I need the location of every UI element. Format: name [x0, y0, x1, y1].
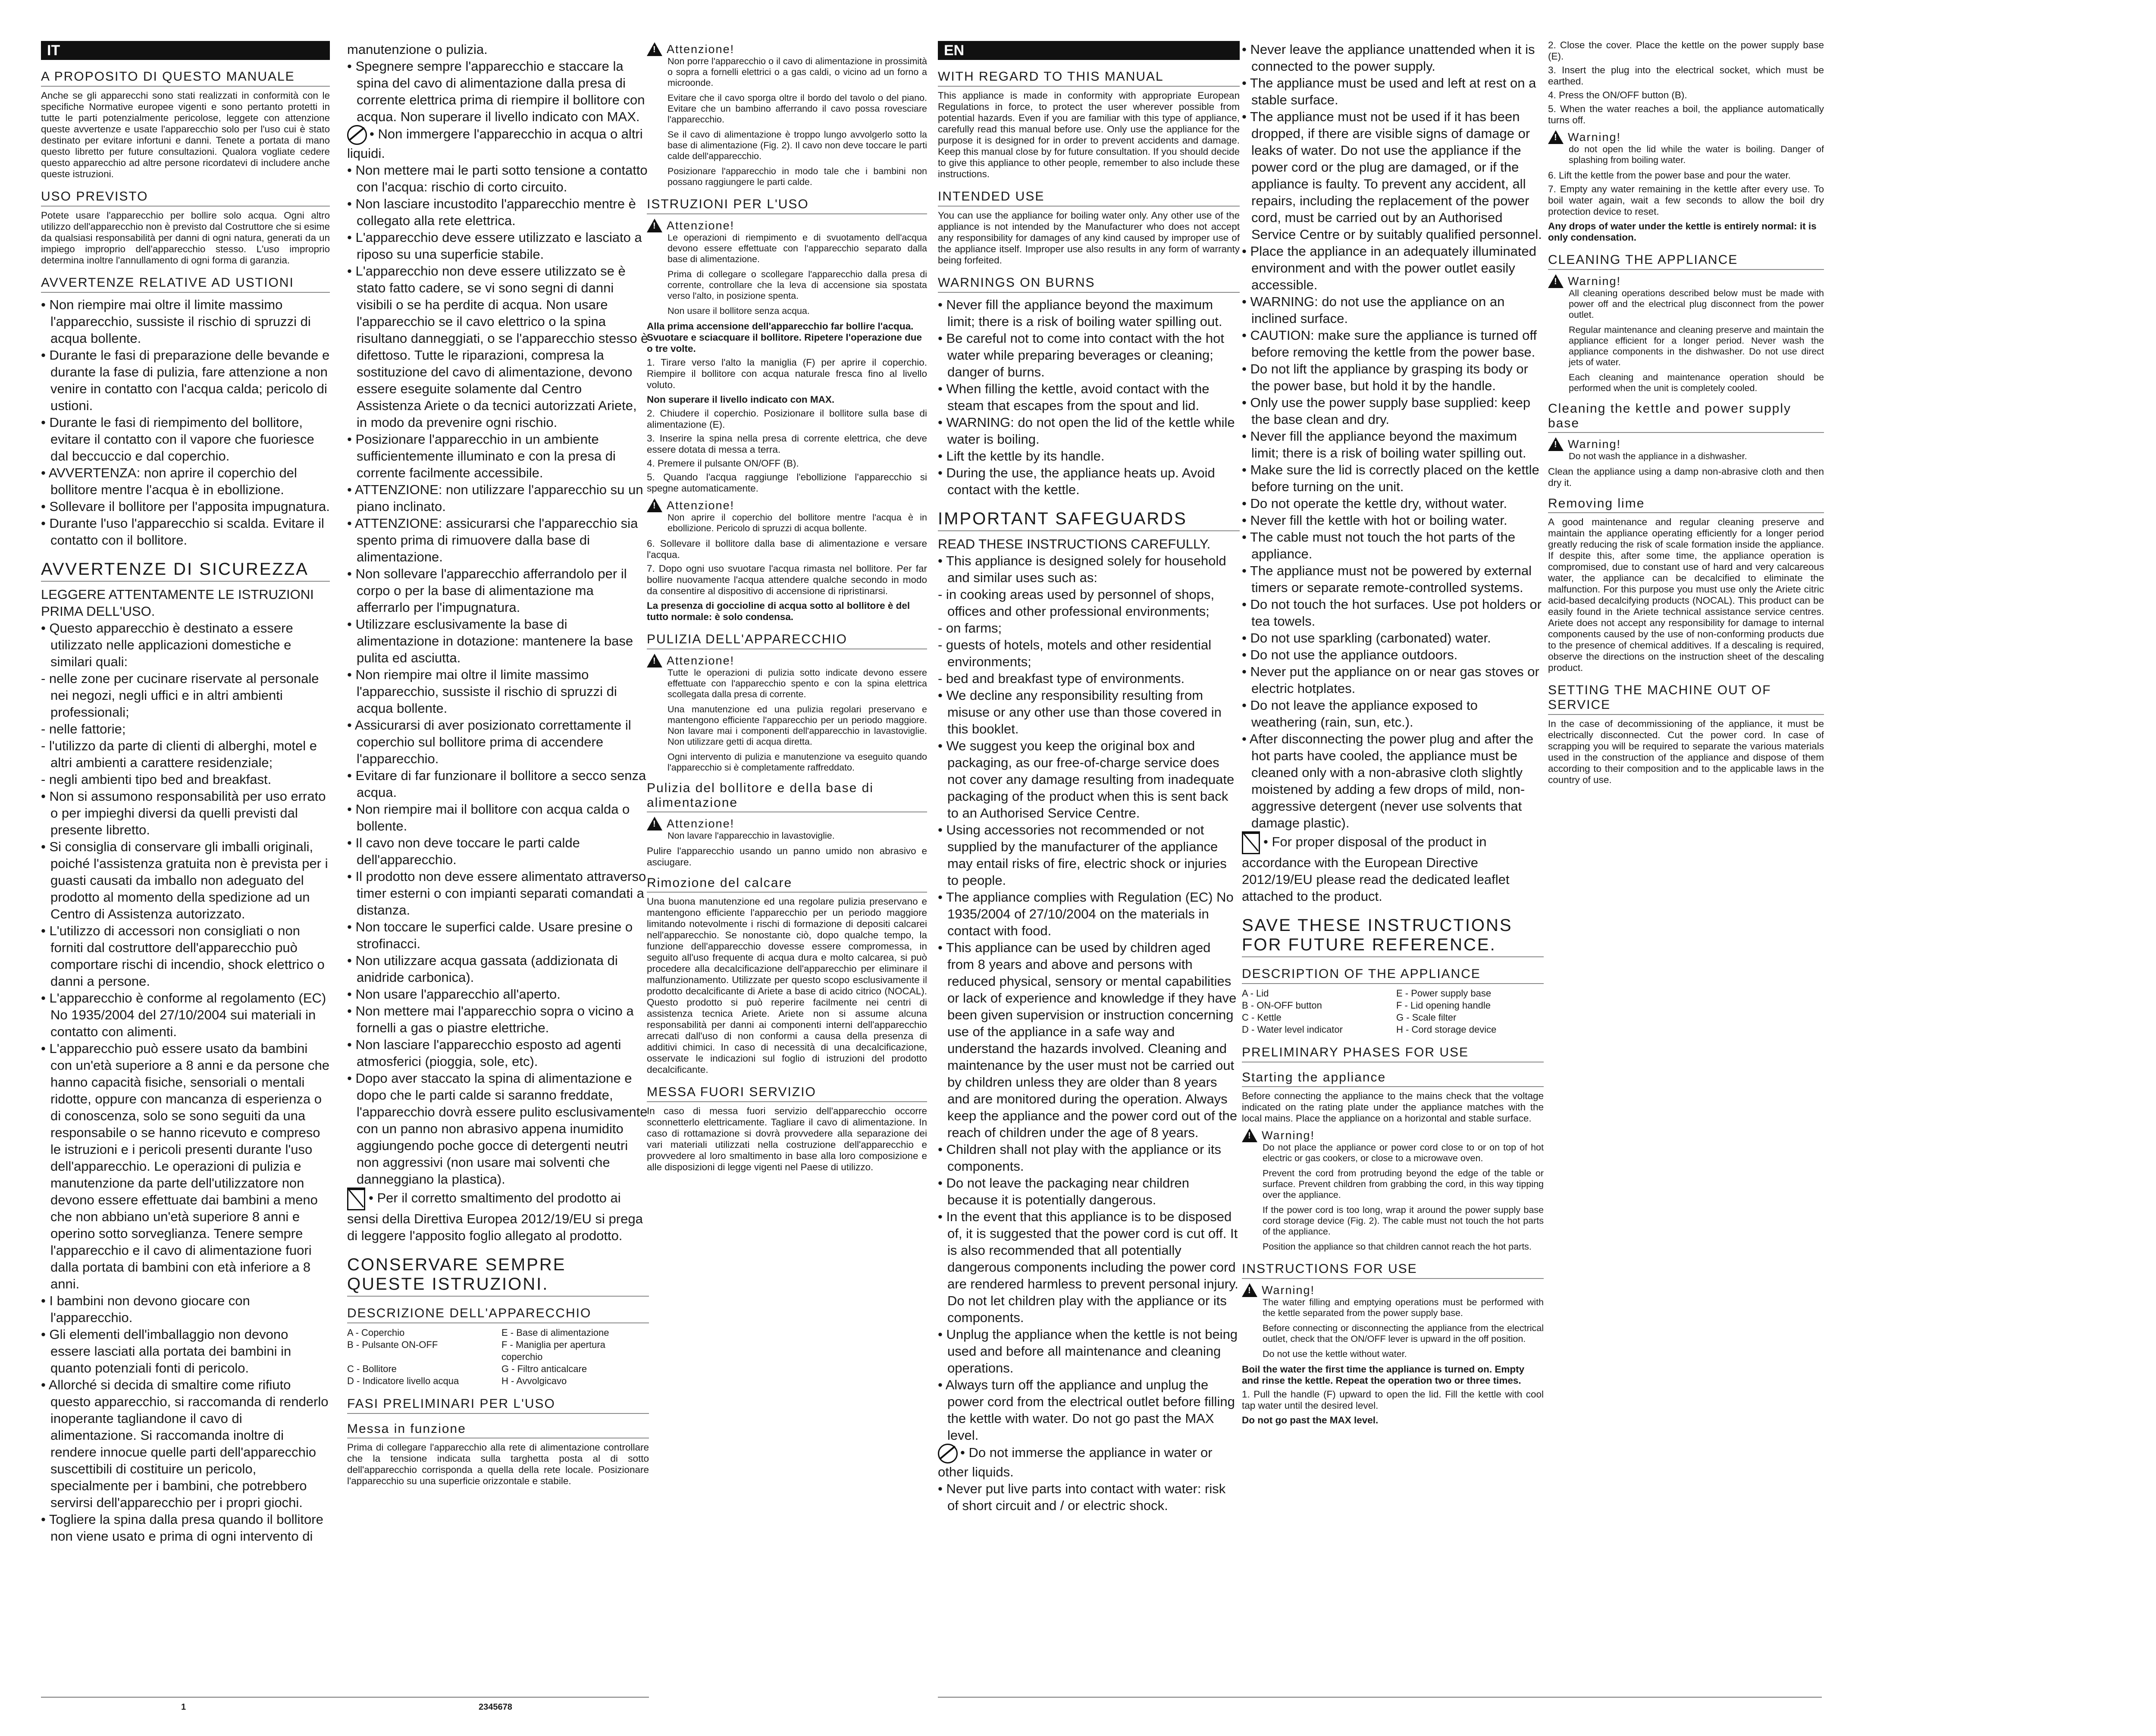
warning-label: Attenzione! — [667, 654, 735, 667]
list-item: • Do not leave the packaging near children because it is potentially dangerous. — [938, 1175, 1190, 1207]
part-label: D - Indicatore livello acqua — [347, 1376, 459, 1386]
list-item: • Assicurarsi di aver posizionato correttamente il coperchio sul bollitore prima di accendere l'apparecchio. — [347, 718, 631, 766]
warning-text: Non lavare l'apparecchio in lavastoviglie. — [667, 830, 835, 841]
list-item: • Il prodotto non deve essere alimentato attraverso timer esterni o con impianti separati comandati a distanza. — [347, 869, 646, 918]
warning-box — [647, 654, 927, 773]
en-about-title: WITH REGARD TO THIS MANUAL — [938, 69, 1240, 87]
part-label: E - Power supply base — [1396, 988, 1492, 999]
list-item: • Non riempire mai oltre il limite massimo l'apparecchio, sussiste il rischio di spruzzi di acqua bollente. — [41, 297, 311, 346]
list-item: • Always turn off the appliance and unplug the power cord from the electrical outlet before filling the kettle with water. Do not go past the MAX level. — [938, 1377, 1235, 1443]
list-item: • Non lasciare l'apparecchio esposto ad agenti atmosferici (pioggia, sole, etc). — [347, 1037, 621, 1069]
it-calc-title: Rimozione del calcare — [647, 876, 927, 893]
warning-text: Evitare che il cavo sporga oltre il bordo del tavolo o del piano. Evitare che un bambino afferrando il cavo possa rovesciare l'apparecchio. — [667, 93, 927, 125]
list-item: - on farms; — [938, 620, 1002, 636]
part-label: H - Cord storage device — [1396, 1024, 1497, 1035]
list-item: • During the use, the appliance heats up. Avoid contact with the kettle. — [938, 465, 1215, 497]
it-prelim-title: FASI PRELIMINARI PER L'USO — [347, 1397, 649, 1414]
it-weee-text: • Per il corretto smaltimento del prodotto ai sensi della Direttiva Europea 2012/19/EU si prega di leggere l'apposito foglio allegato al prodotto. — [347, 1190, 643, 1243]
warning-box — [1548, 274, 1824, 394]
warning-text: Before connecting or disconnecting the appliance from the electrical outlet, check that the ON/OFF lever is upward in the off position. — [1263, 1323, 1544, 1344]
it-messa-text: Prima di collegare l'apparecchio alla rete di alimentazione controllare che la tensione indicata sulla targhetta posta al di sotto dell'apparecchio corrisponda a quella della rete locale. Posizionare l'apparecchio su una superficie orizzontale e stabile. — [347, 1442, 649, 1486]
list-item: READ THESE INSTRUCTIONS CAREFULLY. — [938, 536, 1211, 552]
en-out-text: In the case of decommissioning of the appliance, it must be electrically disconnected. Cut the power cord. In case of scrapping you will be required to separate the various materials used in the construction of the appliance and dispose of them according to their composition and to the applicable laws in the country of use. — [1548, 718, 1824, 785]
list-item: • Be careful not to come into contact with the hot water while preparing beverages or cleaning; danger of burns. — [938, 331, 1224, 379]
it-instr-title: ISTRUZIONI PER L'USO — [647, 197, 927, 214]
step: 5. Quando l'acqua raggiunge l'ebollizione l'apparecchio si spegne automaticamente. — [647, 472, 927, 494]
en-start-text: Before connecting the appliance to the mains check that the voltage indicated on the rating plate under the appliance matches with the local mains. Place the appliance on a horizontal and stable surface. — [1242, 1090, 1544, 1124]
it-burn-title: AVVERTENZE RELATIVE AD USTIONI — [41, 276, 330, 293]
en-no-immerse — [938, 1444, 1240, 1480]
warning-text: Se il cavo di alimentazione è troppo lungo avvolgerlo sotto la base di alimentazione (Fig. 2). Il cavo non deve toccare le parti calde dell'apparecchio. — [667, 129, 927, 161]
list-item: • WARNING: do not use the appliance on an inclined surface. — [1242, 294, 1505, 326]
en-parts-table — [1242, 987, 1544, 1036]
warning-text: Do not use the kettle without water. — [1263, 1349, 1407, 1359]
warning-box — [647, 42, 927, 188]
list-item: • Non toccare le superfici calde. Usare presine o strofinacci. — [347, 919, 633, 951]
list-item: • Using accessories not recommended or not supplied by the manufacturer of the appliance may entail risks of fire, electric shock or injuries to people. — [938, 822, 1227, 888]
step: 2. Chiudere il coperchio. Posizionare il bollitore sulla base di alimentazione (E). — [647, 408, 927, 430]
step: 1. Pull the handle (F) upward to open the lid. Fill the kettle with cool tap water until the desired level. — [1242, 1389, 1544, 1411]
weee-bin-icon — [1242, 831, 1260, 854]
warning-text: Each cleaning and maintenance operation should be performed when the unit is completely cooled. — [1569, 372, 1824, 393]
step: 7. Dopo ogni uso svuotare l'acqua rimasta nel bollitore. Per far bollire nuovamente l'acqua attendere qualche secondo in modo da consentire al dispositivo di accensione di ripristinarsi. — [647, 563, 927, 596]
it-desc-title: DESCRIZIONE DELL'APPARECCHIO — [347, 1306, 649, 1323]
list-item: - in cooking areas used by personnel of shops, offices and other professional environments; — [938, 587, 1215, 619]
en-weee-text: • For proper disposal of the product in accordance with the European Directive 2012/19/EU please read the dedicated leaflet attached to the product. — [1242, 834, 1510, 904]
en-column-3 — [1548, 40, 1824, 788]
list-item: • The appliance must not be used if it has been dropped, if there are visible signs of damage or leaks of water. Do not use the appliance if the power cord or the plug are damaged, or if the appliance is faulty. To prevent any accident, all repairs, including the replacement of the power cord, must be carried out by an Authorised Service Centre or by suitably qualified personnel. — [1242, 109, 1542, 242]
warning-text: If the power cord is too long, wrap it around the power supply base cord storage device (Fig. 2). The cable must not touch the hot parts of the appliance. — [1263, 1205, 1544, 1237]
part-label: F - Lid opening handle — [1396, 1000, 1491, 1011]
list-item: • Do not leave the appliance exposed to weathering (rain, sun, etc.). — [1242, 698, 1478, 730]
warning-box — [647, 498, 927, 534]
list-item: • Do not touch the hot surfaces. Use pot holders or tea towels. — [1242, 597, 1542, 629]
it-cleanbase-text: Pulire l'apparecchio usando un panno umido non abrasivo e asciugare. — [647, 846, 927, 868]
list-item: • Never put live parts into contact with water: risk of short circuit and / or electric shock. — [938, 1481, 1226, 1513]
en-lime-text: A good maintenance and regular cleaning preserve and maintain the appliance operating efficiently for a longer period greatly reducing the risk of scale formation inside the appliance. If despite this, after some time, the appliance operation is compromised, due to constant use of hard and very calcareous water, the appliance can be decalcified to eliminate the malfunction. For this purpose you must use only the Ariete citric acid-based decalcifying products (NOCAL). This product can be easily found in the Ariete technical assistance service centres. Ariete does not accept any responsibility for damage to internal components caused by the use of non-conforming products due to the presence of chemical additives. If a descaling is required, observe the directions on the instruction sheet of the descaling product. — [1548, 517, 1824, 673]
part-label: D - Water level indicator — [1242, 1024, 1343, 1035]
list-item: • Allorché si decida di smaltire come rifiuto questo apparecchio, si raccomanda di renderlo inoperante tagliandone il cavo di alimentazione. Si raccomanda inoltre di rendere innocue quelle parti dell'apparecchio suscettibili di costituire un pericolo, specialmente per i bambini, che potrebbero servirsi dell'apparecchio per i propri giochi. — [41, 1377, 329, 1510]
list-item: • L'utilizzo di accessori non consigliati o non forniti dal costruttore dell'apparecchio può comportare rischi di incendio, shock elettrico o danni a persone. — [41, 923, 325, 989]
warning-triangle-icon — [1242, 1128, 1257, 1142]
warning-text: Non aprire il coperchio del bollitore mentre l'acqua è in ebollizione. Pericolo di spruzzi di acqua bollente. — [667, 512, 927, 533]
list-item: • Never fill the kettle with hot or boiling water. — [1242, 513, 1507, 528]
list-item: • Durante le fasi di riempimento del bollitore, evitare il contatto con il vapore che fuoriesce dal beccuccio e dal coperchio. — [41, 415, 314, 464]
en-first-use: Boil the water the first time the appliance is turned on. Empty and rinse the kettle. Repeat the operation two or three times. — [1242, 1364, 1525, 1386]
part-label: A - Coperchio — [347, 1327, 405, 1338]
it-use-text: Potete usare l'apparecchio per bollire solo acqua. Ogni altro utilizzo dell'apparecchio non è previsto dal Costruttore che si esime da qualsiasi responsabilità per danni di ogni natura, generati da un impiego improprio dell'apparecchio stesso. L'uso improprio determina inoltre l'annullamento di ogni forma di garanzia. — [41, 210, 330, 266]
step: 4. Premere il pulsante ON/OFF (B). — [647, 458, 799, 469]
it-out-title: MESSA FUORI SERVIZIO — [647, 1085, 927, 1102]
list-item: • Do not use the appliance outdoors. — [1242, 647, 1458, 662]
part-label: C - Bollitore — [347, 1363, 397, 1374]
step: 1. Tirare verso l'alto la maniglia (F) per aprire il coperchio. Riempire il bollitore con acqua naturale fresca fino al livello voluto. — [647, 357, 927, 390]
it-cleanbase-title: Pulizia del bollitore e della base di alimentazione — [647, 781, 927, 812]
list-item: • Si consiglia di conservare gli imballi originali, poiché l'assistenza gratuita non è prevista per i guasti causati da imballo non adeguato del prodotto al momento della spedizione ad un Centro di Assistenza autorizzato. — [41, 839, 328, 921]
list-item: • ATTENZIONE: assicurarsi che l'apparecchio sia spento prima di rimuovere dalla base di alimentazione. — [347, 516, 638, 564]
list-item: • Posizionare l'apparecchio in un ambiente sufficientemente illuminato e con la presa di corrente facilmente accessibile. — [347, 432, 616, 480]
en-save: SAVE THESE INSTRUCTIONS FOR FUTURE REFERENCE. — [1242, 916, 1544, 957]
warning-triangle-icon — [647, 42, 662, 56]
it-first-use: Alla prima accensione dell'apparecchio far bollire l'acqua. Svuotare e sciacquare il bollitore. Ripetere l'operazione due o tre volte. — [647, 321, 922, 354]
list-item: • Do not use sparkling (carbonated) water. — [1242, 630, 1491, 646]
warning-box — [1548, 130, 1824, 166]
en-use-text: You can use the appliance for boiling water only. Any other use of the appliance is not intended by the Manufacturer who does not accept any responsibility for damages of any kind caused by improper use of the appliance itself. Improper use also results in any form of warranty being forfeited. — [938, 210, 1240, 266]
list-item: - l'utilizzo da parte di clienti di alberghi, motel e altri ambienti a carattere residenziale; — [41, 738, 317, 770]
list-item: • Non mettere mai le parti sotto tensione a contatto con l'acqua: rischio di corto circuito. — [347, 163, 648, 194]
warning-label: Attenzione! — [667, 42, 735, 56]
warning-label: Warning! — [1262, 1283, 1315, 1297]
document-code: 2345678 — [479, 1702, 512, 1712]
list-item: • Questo apparecchio è destinato a essere utilizzato nelle applicazioni domestiche e similari quali: — [41, 620, 293, 669]
list-item: • Place the appliance in an adequately illuminated environment and with the power outlet easily accessible. — [1242, 244, 1536, 292]
en-drops: Any drops of water under the kettle is entirely normal: it is only condensation. — [1548, 221, 1817, 243]
list-item: • Non sollevare l'apparecchio afferrandolo per il corpo o per la base di alimentazione ma afferrarlo per l'impugnatura. — [347, 566, 627, 615]
en-about-text: This appliance is made in conformity with appropriate European Regulations in force, to protect the user wherever possible from potential hazards. Even if you are familiar with this type of appliance, carefully read this manual before use. Only use the appliance for the purpose it is designed for in order to prevent accidents and damage. Keep this manual close by for future consultation. If you should decide to give this appliance to other people, remember to also include these instructions. — [938, 90, 1240, 179]
it-messa-title: Messa in funzione — [347, 1422, 649, 1438]
it-out-text: In caso di messa fuori servizio dell'apparecchio occorre sconnetterlo elettricamente. Tagliare il cavo di alimentazione. In caso di rottamazione si dovrà provvedere alla separazione dei vari materiali utilizzati nella costruzione dell'apparecchio e provvedere al loro smaltimento in base alla loro composizione e alle disposizioni di legge vigenti nel Paese di utilizzo. — [647, 1106, 927, 1172]
warning-text: Non porre l'apparecchio o il cavo di alimentazione in prossimità o sopra a fornelli elettrici o a gas caldi, o vicino ad un forno a microonde. — [667, 56, 927, 88]
step: 2. Close the cover. Place the kettle on the power supply base (E). — [1548, 40, 1824, 62]
lang-header-it: IT — [41, 41, 330, 60]
part-label: G - Scale filter — [1396, 1012, 1457, 1023]
list-item: • Make sure the lid is correctly placed on the kettle before turning on the unit. — [1242, 462, 1539, 494]
en-lime-title: Removing lime — [1548, 496, 1824, 513]
list-item: - nelle zone per cucinare riservate al personale nei negozi, negli uffici e in altri ambienti professionali; — [41, 671, 319, 720]
step: Non superare il livello indicato con MAX. — [647, 394, 835, 405]
warning-text: Ogni intervento di pulizia e manutenzione va eseguito quando l'apparecchio si è completamente raffreddato. — [667, 752, 927, 773]
list-item: • Durante l'uso l'apparecchio si scalda. Evitare il contatto con il bollitore. — [41, 516, 324, 548]
part-label: G - Filtro anticalcare — [501, 1363, 587, 1374]
warning-triangle-icon — [1548, 274, 1564, 288]
warning-text: Posizionare l'apparecchio in modo tale che i bambini non possano raggiungere le parti calde. — [667, 166, 927, 187]
en-column-1 — [938, 41, 1240, 1514]
warning-text: All cleaning operations described below must be made with power off and the electrical plug disconnect from the power outlet. — [1569, 288, 1824, 320]
list-item: • Do not operate the kettle dry, without water. — [1242, 496, 1507, 511]
it-about-title: A PROPOSITO DI QUESTO MANUALE — [41, 69, 330, 87]
en-instr-title: INSTRUCTIONS FOR USE — [1242, 1262, 1544, 1279]
list-item: - nelle fattorie; — [41, 721, 126, 736]
part-label: E - Base di alimentazione — [501, 1327, 609, 1338]
warning-triangle-icon — [647, 817, 662, 830]
warning-text: Non usare il bollitore senza acqua. — [667, 306, 810, 316]
list-item: • Never put the appliance on or near gas stoves or electric hotplates. — [1242, 664, 1539, 696]
warning-text: Do not place the appliance or power cord close to or on top of hot electric or gas cookers, or close to a microwave oven. — [1263, 1142, 1544, 1163]
list-item: manutenzione o pulizia. — [347, 42, 488, 57]
list-item: • Non riempire mai il bollitore con acqua calda o bollente. — [347, 802, 630, 834]
part-label: F - Maniglia per apertura coperchio — [501, 1339, 605, 1362]
warning-label: Warning! — [1262, 1128, 1315, 1142]
page-number: 1 — [181, 1702, 186, 1712]
it-use-title: USO PREVISTO — [41, 189, 330, 207]
part-label: H - Avvolgicavo — [501, 1376, 567, 1386]
en-prelim-title: PRELIMINARY PHASES FOR USE — [1242, 1045, 1544, 1062]
warning-text: Do not wash the appliance in a dishwasher. — [1569, 451, 1747, 461]
list-item: • This appliance is designed solely for household and similar uses such as: — [938, 553, 1226, 585]
weee-bin-icon — [347, 1188, 365, 1210]
list-item: • Non si assumono responsabilità per uso errato o per impieghi diversi da quelli previsti dal presente libretto. — [41, 789, 326, 837]
list-item: • This appliance can be used by children aged from 8 years and above and persons with reduced physical, sensory or mental capabilities or lack of experience and knowledge if they have been given supervision or instruction concerning use of the appliance in a safe way and understand the hazards involved. Cleaning and maintenance by the user must not be carried out by children unless they are older than 8 years and are monitored during the operation. Always keep the appliance and the power cord out of the reach of children under the age of 8 years. — [938, 940, 1238, 1140]
step: 6. Sollevare il bollitore dalla base di alimentazione e versare l'acqua. — [647, 538, 927, 560]
it-no-immerse-text: • Non immergere l'apparecchio in acqua o altri liquidi. — [347, 126, 643, 161]
warning-label: Attenzione! — [667, 817, 735, 830]
it-parts-table — [347, 1327, 649, 1387]
list-item: • The cable must not touch the hot parts of the appliance. — [1242, 530, 1516, 561]
no-immerse-icon — [347, 125, 367, 145]
list-item: • L'apparecchio deve essere utilizzato e lasciato a riposo su una superficie stabile. — [347, 230, 642, 262]
en-column-2 — [1242, 41, 1544, 1429]
step: 4. Press the ON/OFF button (B). — [1548, 90, 1687, 100]
step: 7. Empty any water remaining in the kettle after every use. To boil water again, wait a few seconds to allow the boil dry protection device to reset. — [1548, 184, 1824, 217]
warning-triangle-icon — [1548, 130, 1564, 144]
no-immerse-icon — [938, 1444, 958, 1463]
list-item: • Only use the power supply base supplied: keep the base clean and dry. — [1242, 395, 1531, 427]
part-label: C - Kettle — [1242, 1012, 1282, 1023]
list-item: • Never fill the appliance beyond the maximum limit; there is a risk of boiling water spilling out. — [938, 297, 1222, 329]
warning-box — [1548, 437, 1824, 462]
list-item: • Dopo aver staccato la spina di alimentazione e dopo che le parti calde si saranno freddate, l'apparecchio dovrà essere pulito esclusivamente con un panno non abrasivo appena inumidito aggiungendo poche gocce di detergenti neutri non aggressivi (non usare mai solventi che danneggiano la plastica). — [347, 1071, 648, 1187]
warning-box — [647, 219, 927, 316]
warning-label: Attenzione! — [667, 219, 735, 232]
warning-triangle-icon — [1548, 437, 1564, 451]
warning-label: Warning! — [1568, 437, 1621, 451]
warning-triangle-icon — [647, 219, 662, 232]
list-item: LEGGERE ATTENTAMENTE LE ISTRUZIONI PRIMA DELL'USO. — [41, 587, 314, 619]
warning-box — [1242, 1283, 1544, 1360]
step: 3. Insert the plug into the electrical socket, which must be earthed. — [1548, 65, 1824, 87]
it-drops: La presenza di goccioline di acqua sotto al bollitore è del tutto normale: è solo condensa. — [647, 600, 910, 622]
list-item: • When filling the kettle, avoid contact with the steam that escapes from the spout and lid. — [938, 381, 1210, 413]
it-no-immerse — [347, 125, 649, 162]
part-label: B - ON-OFF button — [1242, 1000, 1322, 1011]
footer-rule-left — [41, 1697, 649, 1698]
list-item: • L'apparecchio è conforme al regolamento (EC) No 1935/2004 del 27/10/2004 sui materiali in contatto con alimenti. — [41, 990, 326, 1039]
it-column-3 — [647, 38, 927, 1175]
en-safeguards-title: IMPORTANT SAFEGUARDS — [938, 509, 1240, 531]
warning-text: Prima di collegare o scollegare l'apparecchio dalla presa di corrente, controllare che la leva di accensione sia spostata verso l'alto, in posizione spenta. — [667, 269, 927, 301]
list-item: • The appliance must not be powered by external timers or separate remote-controlled systems. — [1242, 563, 1532, 595]
list-item: • L'apparecchio non deve essere utilizzato se è stato fatto cadere, se vi sono segni di danni visibili o se ha perdite di acqua. Non usare l'apparecchio se il cavo elettrico o la spina risultano danneggiati, o se l'apparecchio stesso è difettoso. Tutte le riparazioni, compresa la sostituzione del cavo di alimentazione, devono essere eseguite solamente dal Centro Assistenza Ariete o da tecnici autorizzati Ariete, in modo da prevenire ogni rischio. — [347, 263, 649, 430]
it-column-1 — [41, 41, 330, 1545]
step: 5. When the water reaches a boil, the appliance automatically turns off. — [1548, 103, 1824, 125]
list-item: - negli ambienti tipo bed and breakfast. — [41, 772, 272, 787]
warning-text: Regular maintenance and cleaning preserve and maintain the appliance efficient for a longer period. Never wash the appliance components in the dishwasher. Do not use direct jets of water. — [1569, 325, 1824, 367]
warning-text: do not open the lid while the water is boiling. Danger of splashing from boiling water. — [1569, 144, 1824, 165]
it-safety-title: AVVERTENZE DI SICUREZZA — [41, 560, 330, 582]
warning-text: Position the appliance so that children cannot reach the hot parts. — [1263, 1241, 1532, 1252]
list-item: • Durante le fasi di preparazione delle bevande e durante la fase di pulizia, fare attenzione a non venire in contatto con l'acqua calda; pericolo di ustioni. — [41, 348, 330, 413]
list-item: - guests of hotels, motels and other residential environments; — [938, 637, 1212, 669]
it-column-2 — [347, 41, 649, 1489]
list-item: • Spegnere sempre l'apparecchio e staccare la spina del cavo di alimentazione dalla presa di corrente elettrica prima di riempire il bollitore con acqua. Non superare il livello indicato con MAX. — [347, 59, 645, 124]
list-item: • ATTENZIONE: non utilizzare l'apparecchio su un piano inclinato. — [347, 482, 643, 514]
list-item: • Togliere la spina dalla presa quando il bollitore non viene usato e prima di ogni intervento di — [41, 1512, 323, 1544]
list-item: • Sollevare il bollitore per l'apposita impugnatura. — [41, 499, 330, 514]
en-burn-title: WARNINGS ON BURNS — [938, 276, 1240, 293]
part-label: B - Pulsante ON-OFF — [347, 1339, 438, 1350]
step: 6. Lift the kettle from the power base and pour the water. — [1548, 170, 1791, 181]
list-item: • The appliance must be used and left at rest on a stable surface. — [1242, 75, 1536, 107]
lang-header-en: EN — [938, 41, 1240, 60]
warning-label: Warning! — [1568, 274, 1621, 288]
en-use-title: INTENDED USE — [938, 189, 1240, 207]
step: 3. Inserire la spina nella presa di corrente elettrica, che deve essere dotata di messa a terra. — [647, 433, 927, 455]
en-out-title: SETTING THE MACHINE OUT OF SERVICE — [1548, 683, 1824, 715]
warning-text: Le operazioni di riempimento e di svuotamento dell'acqua devono essere effettuate con l'apparecchio separato dalla base di alimentazione. — [667, 232, 927, 264]
en-start-title: Starting the appliance — [1242, 1070, 1544, 1087]
list-item: • L'apparecchio può essere usato da bambini con un'età superiore a 8 anni e da persone che hanno capacità fisiche, sensoriali o mentali ridotte, oppure con mancanza di esperienza o di conoscenza, solo se sono seguiti da una responsabile o se hanno ricevuto e compreso le istruzioni e i pericoli presenti durante l'uso dell'apparecchio. Le operazioni di pulizia e manutenzione da parte dell'utilizzatore non devono essere effettuate dai bambini a meno che non abbiano un'età superiore 8 anni e operino sotto sorveglianza. Tenere sempre l'apparecchio e il cavo di alimentazione fuori dalla portata di bambini con età inferiore a 8 anni. — [41, 1041, 330, 1291]
it-clean-title: PULIZIA DELL'APPARECCHIO — [647, 632, 927, 649]
part-label: A - Lid — [1242, 988, 1269, 999]
warning-label: Warning! — [1568, 130, 1621, 144]
list-item: • Lift the kettle by its handle. — [938, 448, 1105, 464]
en-cleanbase-text: Clean the appliance using a damp non-abrasive cloth and then dry it. — [1548, 466, 1824, 488]
list-item: • Do not lift the appliance by grasping its body or the power base, but hold it by the handle. — [1242, 361, 1528, 393]
warning-text: Prevent the cord from protruding beyond the edge of the table or surface. Prevent children from grabbing the cord, in this way tipping over the appliance. — [1263, 1168, 1544, 1200]
list-item: - bed and breakfast type of environments. — [938, 671, 1185, 686]
list-item: • Non utilizzare acqua gassata (addizionata di anidride carbonica). — [347, 953, 618, 985]
warning-label: Attenzione! — [667, 498, 735, 512]
list-item: • Il cavo non deve toccare le parti calde dell'apparecchio. — [347, 835, 580, 867]
list-item: • We suggest you keep the original box and packaging, as our free-of-charge service does not cover any damage resulting from inadequate packaging of the product when this is sent back to an Authorised Service Centre. — [938, 738, 1235, 821]
it-burn-list — [41, 296, 330, 548]
warning-text: Tutte le operazioni di pulizia sotto indicate devono essere effettuate con l'apparecchio spento e con la spina elettrica scollegata dalla presa di corrente. — [667, 667, 927, 699]
list-item: • The appliance complies with Regulation (EC) No 1935/2004 of 27/10/2004 on the materials in contact with food. — [938, 890, 1234, 938]
warning-triangle-icon — [1242, 1283, 1257, 1297]
list-item: • Never leave the appliance unattended when it is connected to the power supply. — [1242, 42, 1535, 74]
it-calc-text: Una buona manutenzione ed una regolare pulizia preservano e mantengono efficiente l'apparecchio per un periodo maggiore limitando notevolmente i rischi di formazione di depositi calcarei nell'apparecchio. Se nonostante ciò, dopo qualche tempo, la funzione dell'apparecchio dovesse essere compromessa, in seguito all'uso frequente di acqua dura e molto calcarea, si può procedere alla decalcificazione dell'apparecchio per eliminare il malfunzionamento. Utilizzate per questo scopo esclusivamente il prodotto decalcificante di Ariete a base di acido citrico (NOCAL). Questo prodotto si può reperire facilmente nei centri di assistenza tecnica Ariete. Ariete non si assume alcuna responsabilità per danni ai componenti interni dell'apparecchio arrecati dall'uso di non conformi a causa della presenza di additivi chimici. In caso di necessità di una decalcificazione, osservate le indicazioni sul foglio di istruzioni del prodotto decalcificante. — [647, 896, 927, 1075]
footer-rule-right — [938, 1697, 1822, 1698]
list-item: • Never fill the appliance beyond the maximum limit; there is a risk of boiling water spilling out. — [1242, 429, 1526, 461]
list-item: • AVVERTENZA: non aprire il coperchio del bollitore mentre l'acqua è in ebollizione. — [41, 465, 297, 497]
en-weee — [1242, 831, 1544, 905]
list-item: • Utilizzare esclusivamente la base di alimentazione in dotazione: mantenere la base pulita ed asciutta. — [347, 617, 633, 665]
warning-box — [1242, 1128, 1544, 1252]
list-item: • Non mettere mai l'apparecchio sopra o vicino a fornelli a gas o piastre elettriche. — [347, 1003, 634, 1035]
list-item: • CAUTION: make sure the appliance is turned off before removing the kettle from the power base. — [1242, 328, 1537, 360]
list-item: • WARNING: do not open the lid of the kettle while water is boiling. — [938, 415, 1235, 447]
it-weee — [347, 1188, 649, 1244]
list-item: • Non riempire mai oltre il limite massimo l'apparecchio, sussiste il rischio di spruzzi di acqua bollente. — [347, 667, 617, 716]
list-item: • Unplug the appliance when the kettle is not being used and before all maintenance and cleaning operations. — [938, 1327, 1238, 1376]
list-item: • I bambini non devono giocare con l'apparecchio. — [41, 1293, 250, 1325]
en-desc-title: DESCRIPTION OF THE APPLIANCE — [1242, 967, 1544, 984]
en-nomax: Do not go past the MAX level. — [1242, 1415, 1379, 1426]
list-item: • Children shall not play with the appliance or its components. — [938, 1142, 1222, 1174]
warning-triangle-icon — [647, 654, 662, 667]
list-item: • Non lasciare incustodito l'apparecchio mentre è collegato alla rete elettrica. — [347, 196, 636, 228]
list-item: • Non usare l'apparecchio all'aperto. — [347, 987, 561, 1002]
list-item: • Evitare di far funzionare il bollitore a secco senza acqua. — [347, 768, 646, 800]
warning-text: The water filling and emptying operations must be performed with the kettle separated from the power supply base. — [1263, 1297, 1544, 1318]
it-safety-list — [41, 586, 330, 1545]
it-conserve: CONSERVARE SEMPRE QUESTE ISTRUZIONI. — [347, 1255, 649, 1297]
warning-triangle-icon — [647, 498, 662, 512]
warning-box — [647, 817, 927, 841]
list-item: • Gli elementi dell'imballaggio non devono essere lasciati alla portata dei bambini in quanto potenziali fonti di pericolo. — [41, 1327, 291, 1376]
en-cleanbase-title: Cleaning the kettle and power supply base — [1548, 401, 1824, 433]
en-no-immerse-text: • Do not immerse the appliance in water or other liquids. — [938, 1445, 1213, 1479]
warning-text: Una manutenzione ed una pulizia regolari preservano e mantengono efficiente l'apparecchio per un periodo maggiore. Non lavare mai i componenti dell'apparecchio in lavastoviglie. Non utilizzare getti di acqua diretta. — [667, 704, 927, 747]
it-about-text: Anche se gli apparecchi sono stati realizzati in conformità con le specifiche Normative europee vigenti e sono pertanto protetti in tutte le parti potenzialmente pericolose, leggete con attenzione queste avvertenze e usate l'apparecchio solo per l'uso cui è stato destinato per evitare infortuni e danni. Tenete a portata di mano questo libretto per future consultazioni. Qualora vogliate cedere questo apparecchio ad altre persone ricordatevi di includere anche queste istruzioni. — [41, 90, 330, 179]
list-item: • We decline any responsibility resulting from misuse or any other use than those covered in this booklet. — [938, 688, 1222, 736]
list-item: • After disconnecting the power plug and after the hot parts have cooled, the appliance must be cleaned only with a non-abrasive cloth slightly moistened by adding a few drops of mild, non-aggressive detergent (never use solvents that damage plastic). — [1242, 731, 1534, 830]
en-clean-title: CLEANING THE APPLIANCE — [1548, 253, 1824, 270]
list-item: • In the event that this appliance is to be disposed of, it is suggested that the power cord is cut off. It is also recommended that all potentially dangerous components including the power cord are rendered harmless to prevent personal injury. Do not let children play with the appliance or its components. — [938, 1209, 1238, 1325]
